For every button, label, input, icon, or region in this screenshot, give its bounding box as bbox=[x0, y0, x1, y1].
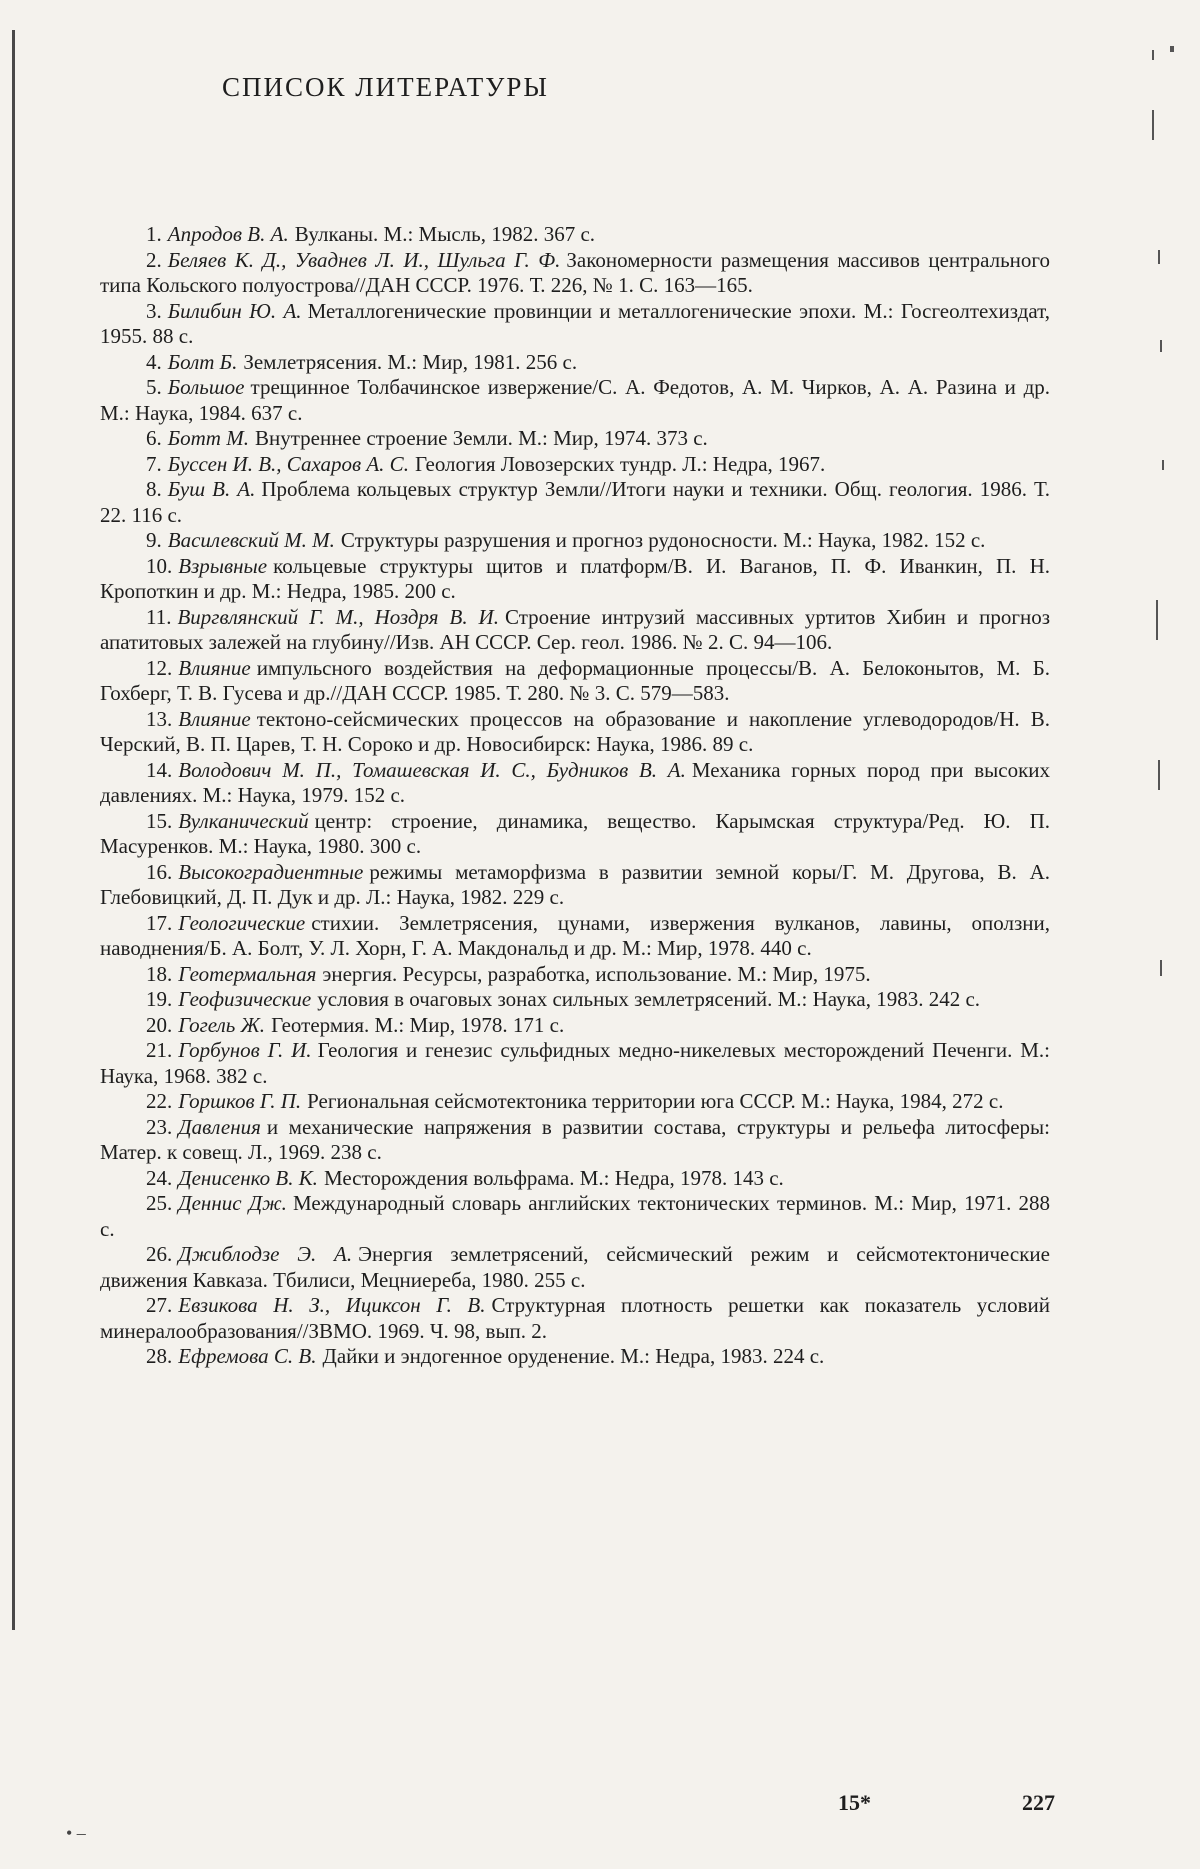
reference-number: 6. bbox=[146, 426, 162, 450]
reference-text: Дайки и эндогенное оруденение. М.: Недра, 1983. 224 с. bbox=[322, 1344, 825, 1368]
reference-author: Взрывные bbox=[178, 553, 268, 578]
reference-number: 15. bbox=[146, 808, 173, 833]
reference-author: Горбунов Г. И. bbox=[178, 1038, 312, 1062]
reference-text: условия в очаговых зонах сильных землетрясений. М.: Наука, 1983. 242 с. bbox=[317, 987, 981, 1011]
reference-item bbox=[100, 605, 1050, 656]
reference-number: 4. bbox=[146, 349, 162, 374]
reference-author: Билибин Ю. А. bbox=[167, 298, 302, 323]
reference-item bbox=[100, 1191, 1050, 1242]
reference-number: 28. bbox=[146, 1344, 173, 1368]
reference-author: Большое bbox=[167, 375, 245, 399]
reference-item bbox=[100, 809, 1050, 860]
reference-text: Внутреннее строение Земли. М.: Мир, 1974. 373 с. bbox=[254, 426, 708, 450]
reference-number: 11. bbox=[146, 604, 172, 629]
reference-number: 1. bbox=[146, 222, 162, 246]
reference-text: Геотермия. М.: Мир, 1978. 171 с. bbox=[271, 1012, 565, 1037]
reference-number: 20. bbox=[146, 1012, 173, 1037]
reference-author: Влияние bbox=[178, 655, 251, 680]
scan-corner-mark: • – bbox=[66, 1823, 86, 1843]
reference-item bbox=[100, 299, 1050, 350]
page-number: 227 bbox=[1022, 1790, 1055, 1815]
reference-number: 10. bbox=[146, 553, 173, 578]
reference-item bbox=[100, 1344, 1050, 1370]
scan-edge-line bbox=[12, 30, 15, 1630]
reference-item bbox=[100, 452, 1050, 478]
reference-number: 21. bbox=[146, 1038, 173, 1062]
reference-author: Володович М. П., Томашевская И. С., Будников В. А. bbox=[178, 757, 686, 782]
reference-author: Деннис Дж. bbox=[178, 1191, 287, 1215]
reference-item bbox=[100, 1166, 1050, 1192]
reference-number: 24. bbox=[146, 1165, 173, 1190]
reference-number: 23. bbox=[146, 1114, 173, 1139]
reference-item bbox=[100, 528, 1050, 554]
signature-mark: 15* bbox=[838, 1790, 871, 1815]
reference-number: 25. bbox=[146, 1191, 173, 1215]
reference-number: 13. bbox=[146, 706, 173, 731]
reference-author: Ботт М. bbox=[167, 426, 249, 450]
reference-author: Ефремова С. В. bbox=[178, 1344, 317, 1368]
reference-text: Структурная плотность решетки как показатель условий минералообразования//ЗВМО. 1969. Ч. 98, вып. 2. bbox=[100, 1293, 1050, 1343]
reference-text: Структуры разрушения и прогноз рудоносности. М.: Наука, 1982. 152 с. bbox=[340, 528, 986, 552]
reference-item bbox=[100, 758, 1050, 809]
reference-text: Металлогенические провинции и металлогенические эпохи. М.: Госгеолтехиздат, 1955. 88 с. bbox=[100, 298, 1051, 348]
reference-text: кольцевые структуры щитов и платформ/В. И. Ваганов, П. Ф. Иванкин, П. Н. Кропоткин и др. М.: Недра, 1985. 200 с. bbox=[100, 553, 1050, 603]
reference-text: Энергия землетрясений, сейсмический режим и сейсмотектонические движения Кавказа. Тбилиси, Мецниереба, 1980. 255 с. bbox=[100, 1242, 1050, 1292]
reference-text: Международный словарь английских тектонических терминов. М.: Мир, 1971. 288 с. bbox=[100, 1191, 1051, 1241]
reference-item bbox=[100, 860, 1050, 911]
reference-text: Землетрясения. М.: Мир, 1981. 256 с. bbox=[243, 349, 578, 374]
reference-list bbox=[100, 222, 1050, 1370]
reference-author: Влияние bbox=[178, 706, 251, 731]
reference-item bbox=[100, 1038, 1050, 1089]
reference-author: Геологические bbox=[178, 910, 306, 935]
reference-text: Месторождения вольфрама. М.: Недра, 1978. 143 с. bbox=[323, 1165, 784, 1190]
reference-item bbox=[100, 1013, 1050, 1039]
reference-text: импульсного воздействия на деформационные процессы/В. А. Белоконытов, М. Б. Гохберг, Т. В. Гусева и др.//ДАН СССР. 1985. Т. 280. № 3. С. 579—583. bbox=[100, 655, 1050, 705]
reference-text: трещинное Толбачинское извержение/С. А. Федотов, А. М. Чирков, А. А. Разина и др. М.: Наука, 1984. 637 с. bbox=[100, 375, 1050, 425]
reference-item bbox=[100, 350, 1050, 376]
reference-number: 2. bbox=[146, 247, 162, 272]
reference-item bbox=[100, 248, 1050, 299]
reference-item bbox=[100, 426, 1050, 452]
reference-author: Геотермальная bbox=[178, 961, 317, 986]
reference-number: 26. bbox=[146, 1242, 173, 1266]
page-title: СПИСОК ЛИТЕРАТУРЫ bbox=[222, 72, 549, 102]
reference-text: Вулканы. М.: Мысль, 1982. 367 с. bbox=[294, 222, 596, 246]
reference-text: Закономерности размещения массивов центрального типа Кольского полуострова//ДАН СССР. 1976. Т. 226, № 1. С. 163—165. bbox=[100, 247, 1050, 297]
reference-author: Денисенко В. К. bbox=[178, 1165, 318, 1190]
reference-item bbox=[100, 707, 1050, 758]
reference-author: Джиблодзе Э. А. bbox=[178, 1242, 353, 1266]
reference-author: Евзикова Н. З., Ициксон Г. В. bbox=[178, 1293, 486, 1317]
reference-author: Гогель Ж. bbox=[178, 1012, 266, 1037]
reference-text: Механика горных пород при высоких давлениях. М.: Наука, 1979. 152 с. bbox=[100, 757, 1051, 807]
reference-text: Строение интрузий массивных уртитов Хибин и прогноз апатитовых залежей на глубину//Изв. АН СССР. Сер. геол. 1986. № 2. С. 94—106. bbox=[100, 604, 1050, 654]
reference-text: Геология и генезис сульфидных медно-никелевых месторождений Печенги. М.: Наука, 1968. 382 с. bbox=[100, 1038, 1051, 1088]
reference-text: Геология Ловозерских тундр. Л.: Недра, 1967. bbox=[414, 451, 826, 476]
reference-number: 16. bbox=[146, 859, 173, 884]
reference-author: Виргвлянский Г. М., Ноздря В. И. bbox=[177, 604, 499, 629]
reference-number: 27. bbox=[146, 1293, 173, 1317]
reference-author: Давления bbox=[178, 1114, 261, 1139]
reference-number: 3. bbox=[146, 298, 162, 323]
reference-item bbox=[100, 656, 1050, 707]
reference-text: режимы метаморфизма в развитии земной коры/Г. М. Другова, В. А. Глебовицкий, Д. П. Дук и др. Л.: Наука, 1982. 229 с. bbox=[100, 859, 1050, 909]
reference-author: Василевский М. М. bbox=[167, 528, 335, 552]
reference-number: 8. bbox=[146, 477, 162, 501]
reference-item bbox=[100, 1293, 1050, 1344]
reference-item bbox=[100, 1089, 1050, 1115]
reference-author: Горшков Г. П. bbox=[178, 1089, 302, 1113]
scan-edge-marks bbox=[1130, 40, 1190, 1840]
reference-text: стихии. Землетрясения, цунами, извержения вулканов, лавины, оползни, наводнения/Б. А. Болт, У. Л. Хорн, Г. А. Макдональд и др. М.: Мир, 1978. 440 с. bbox=[100, 910, 1050, 960]
reference-author: Высокоградиентные bbox=[178, 859, 364, 884]
reference-number: 12. bbox=[146, 655, 173, 680]
reference-item bbox=[100, 962, 1050, 988]
reference-author: Буш В. А. bbox=[167, 477, 256, 501]
reference-text: центр: строение, динамика, вещество. Карымская структура/Ред. Ю. П. Масуренков. М.: Наука, 1980. 300 с. bbox=[100, 808, 1050, 858]
reference-text: тектоно-сейсмических процессов на образование и накопление углеводородов/Н. В. Черский, В. П. Царев, Т. Н. Сороко и др. Новосибирск: Наука, 1986. 89 с. bbox=[100, 706, 1050, 756]
reference-text: энергия. Ресурсы, разработка, использование. М.: Мир, 1975. bbox=[322, 961, 871, 986]
reference-number: 9. bbox=[146, 528, 162, 552]
reference-item bbox=[100, 375, 1050, 426]
reference-author: Беляев К. Д., Уваднев Л. И., Шульга Г. Ф. bbox=[167, 247, 561, 272]
reference-item bbox=[100, 477, 1050, 528]
reference-item bbox=[100, 987, 1050, 1013]
reference-author: Вулканический bbox=[178, 808, 309, 833]
reference-item bbox=[100, 1242, 1050, 1293]
reference-text: Проблема кольцевых структур Земли//Итоги науки и техники. Общ. геология. 1986. Т. 22. 116 с. bbox=[100, 477, 1050, 527]
reference-number: 17. bbox=[146, 910, 173, 935]
reference-item bbox=[100, 222, 1050, 248]
reference-item bbox=[100, 554, 1050, 605]
reference-text: и механические напряжения в развитии состава, структуры и рельефа литосферы: Матер. к совещ. Л., 1969. 238 с. bbox=[100, 1114, 1050, 1164]
reference-author: Болт Б. bbox=[167, 349, 238, 374]
reference-number: 19. bbox=[146, 987, 173, 1011]
reference-author: Буссен И. В., Сахаров А. С. bbox=[167, 451, 409, 476]
reference-item bbox=[100, 911, 1050, 962]
reference-item bbox=[100, 1115, 1050, 1166]
reference-text: Региональная сейсмотектоника территории юга СССР. М.: Наука, 1984, 272 с. bbox=[307, 1089, 1004, 1113]
reference-number: 14. bbox=[146, 757, 173, 782]
reference-number: 22. bbox=[146, 1089, 173, 1113]
reference-number: 18. bbox=[146, 961, 173, 986]
reference-number: 7. bbox=[146, 451, 162, 476]
reference-author: Апродов В. А. bbox=[167, 222, 289, 246]
reference-author: Геофизические bbox=[178, 987, 312, 1011]
reference-number: 5. bbox=[146, 375, 162, 399]
